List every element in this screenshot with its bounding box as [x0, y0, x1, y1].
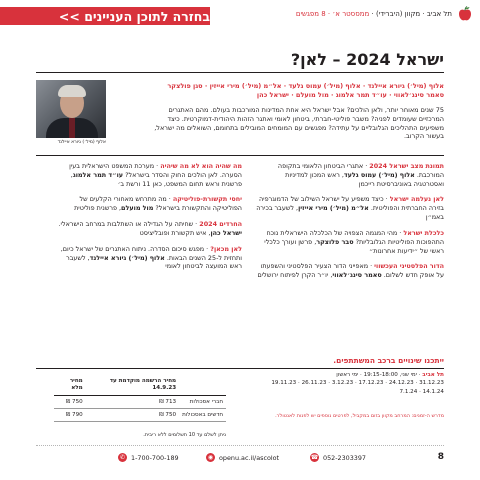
hotline-number: 1-700-700-189: [131, 453, 179, 462]
price-table-header: מחיר הרשמה מוקדמת עד 14.9.23: [86, 376, 179, 395]
intro-paragraph: 75 שנים מאוחר יותר, ולאן הולכים? אבל ישראל היא אחת המדינות המורכבות בעולם. מהם האתגרים המרכזיים שעומדים לפניה? משבר פוליטי-חברתי, ביטחון לאומי ואתגר הזהות היהודית-דמוקרטית. כיצד משפיעים התהליכים הגלובליים על עתידה? מפגשים עם המומחים המובילים בתחומם, השואלים מה ישראל, בעשור הקרוב.: [154, 106, 444, 141]
contact-hotline[interactable]: [118, 453, 179, 462]
lecture-speaker-role: , פרשנית פוליטית: [74, 204, 122, 213]
price-table: [54, 376, 226, 422]
apple-icon: [458, 6, 472, 22]
price-full: 750 ₪: [54, 395, 86, 408]
schedule-details: · ימי שני, 19:15-18:00 · ימי ראשון: [336, 372, 423, 378]
table-row: [54, 395, 226, 408]
lecture-description: · מהי המגמה הצפויה של הכלכלה הישראלית נוכח התהפוכות הפוליטיות הגלובליות?: [266, 228, 444, 246]
lecture-title: מה שהיה הוא לא מה שיהיה: [160, 162, 242, 170]
lecture-item: [256, 195, 444, 221]
lecture-item: [256, 162, 444, 188]
lecturers-list: אלוף (מיל׳) גיורא איילנד · אלוף (מיל׳) עמוס גלעד · אל״מ (מיל׳) מירי אייזין · סגן פולצקר סאמר סינג׳לאווי · עו״ד תמר אלמוג · מול מועלם · ישראל כהן: [167, 82, 444, 99]
table-row: [54, 408, 226, 421]
globe-icon: ◉: [207, 454, 214, 461]
installments-note: ניתן לשלם עד 10 תשלומים ללא ריבית.: [143, 432, 226, 438]
lecture-item: [256, 229, 444, 255]
schedule-dates-line: 14.1.24 · 7.1.24: [399, 388, 444, 395]
lecture-description: · מערכת המשפט הישראלית בעין הסערה. לאן הולכים החוק והסדר בישראל?: [69, 162, 242, 179]
lecture-description: · מפגש סיכום הסדרה. ניתוח האתגרים של ישראל כיום, ותחזית ל-25 השנים הבאות.: [60, 244, 242, 262]
lecture-speaker-role: , לשעבר ראש המועצה לביטחון לאומי: [66, 253, 242, 271]
lecture-speaker: אלוף (מיל׳) גיורא איילנד: [89, 253, 165, 262]
page-number: 8: [437, 452, 444, 462]
schedule-city: תל אביב: [422, 372, 444, 378]
price-table-label-header: [179, 376, 226, 395]
phone-number: 052-2303397: [323, 453, 366, 462]
lecture-speaker-role: , פרשן ועורך כלכלי ראשי של ״ידיעות אחרונות״: [264, 237, 444, 255]
lecture-speaker: סאמר סינג׳לאווי: [332, 271, 382, 280]
schedule-divider: [36, 368, 444, 369]
price-row-label: חדשים באסכולות: [179, 408, 226, 421]
running-header: [296, 10, 452, 18]
lecture-item: [256, 262, 444, 280]
lecture-speaker: מול מועלם: [121, 204, 154, 213]
lecture-title: הדור הפלסטיני העכשווי: [374, 262, 444, 271]
lecture-title: החרדים 2024: [199, 220, 242, 229]
photo-tie-shape: [69, 118, 75, 138]
lecture-title: תמונת מצב ישראל 2024: [369, 162, 444, 170]
photo-caption: אלוף (מיל׳) גיורא איילנד: [57, 140, 106, 145]
price-early: 713 ₪: [86, 395, 179, 408]
schedule-block: [254, 371, 444, 396]
price-table-header-row: [54, 376, 226, 395]
lecture-title: לאן מכאן?: [210, 244, 242, 253]
lecture-speaker: סבר פלוצקר: [316, 237, 354, 246]
speaker-photo: [36, 80, 106, 138]
running-header-location: תל אביב · מקוון (היברידי) ·: [369, 10, 452, 18]
contact-phone[interactable]: [310, 453, 366, 462]
title-divider: [36, 72, 444, 73]
lecture-description: · כיצד משפיע על ישראל השילוב של הדמוגרפיה בזירה החברתית והפוליטית.: [259, 195, 444, 213]
price-early: 750 ₪: [86, 408, 179, 421]
back-to-contents-link[interactable]: בחזרה לתוכן העניינים >>: [58, 8, 210, 24]
lecture-description: · שחיתה על הגדילה או השתלבות במרחב הישראלי.: [58, 220, 200, 229]
lecture-speaker: ישראל כהן: [210, 228, 242, 237]
lecture-speaker: אל״מ (מיל׳) מירי אייזין: [298, 204, 369, 213]
footer-divider: [36, 445, 444, 446]
lecture-speaker-role: , איש תקשורת ופובליציסט: [139, 228, 211, 237]
phone-icon: ☎: [310, 454, 319, 461]
contact-website[interactable]: [206, 453, 279, 462]
schedule-header: [254, 371, 444, 379]
lecture-description: · אתגרי הביטחון הלאומי בתקופה המורכבת.: [277, 162, 444, 179]
intro-divider: [36, 155, 444, 156]
lecture-speaker-role: , לשעבר בכירה באמ״ן: [256, 204, 444, 222]
hotline-icon: ✆: [119, 454, 126, 461]
website-link[interactable]: openu.ac.il/ascolot: [219, 453, 280, 462]
lecture-item: [54, 195, 242, 213]
lecture-title: כלכלת ישראל: [403, 228, 444, 237]
lecture-speaker-role: , ראש המכון למדיניות ואסטרטגיה באוניברסיטת רייכמן: [285, 170, 444, 188]
lecture-item: [54, 245, 242, 271]
price-row-label: חברי אסכולות: [179, 395, 226, 408]
back-to-contents-bar[interactable]: [0, 7, 210, 25]
lecture-description: · מאפייני הדור הצעיר הפלסטיני והשפעתו על אופק חדש לשלום.: [260, 262, 444, 280]
lecture-speaker-role: , יו״ר הקרן לפיתוח ירושלים: [257, 271, 333, 280]
price-table-header: מחיר מלא: [54, 376, 86, 395]
lectures-column-right: [256, 162, 444, 287]
lectures-column-left: [54, 162, 242, 278]
lecture-title: לאן נעלמה ישראל: [389, 195, 444, 204]
photo-hair-shape: [58, 85, 86, 97]
lecture-item: [54, 162, 242, 188]
page-title: ישראל 2024 – לאן?: [290, 50, 444, 69]
lecture-description: · מה מתרחש מאחורי הקלעים של הפוליטיקה והתקשורת בישראל?: [79, 195, 242, 213]
schedule-note: מדרש ה-זמנים: המרחב מקוון בזום במקביל, לפרטים נוספים יש לפנות לאנטולר.: [275, 413, 444, 419]
lecture-speaker-role: , פרשנית וראש תחום המשפט, כאן 11 ורשת ב׳: [70, 170, 242, 188]
changes-notice: ייתכנו שינויים ברכב המשתתפים.: [333, 356, 444, 365]
lecture-speaker: עו״ד תמר אלמוג: [72, 170, 124, 179]
schedule-dates-line: 31.12.23 · 24.12.23 · 17.12.23 · 3.12.23 · 26.11.23 · 19.11.23: [271, 380, 444, 387]
lecture-item: [54, 220, 242, 238]
lecture-title: יחסי תקשורת-פוליטיקה: [172, 195, 242, 204]
lecture-speaker: אלוף (מיל׳) עמוס גלעד: [343, 170, 415, 179]
price-full: 790 ₪: [54, 408, 86, 421]
running-header-semester: ממססטר א׳ · 8 מפגשים: [295, 10, 370, 18]
